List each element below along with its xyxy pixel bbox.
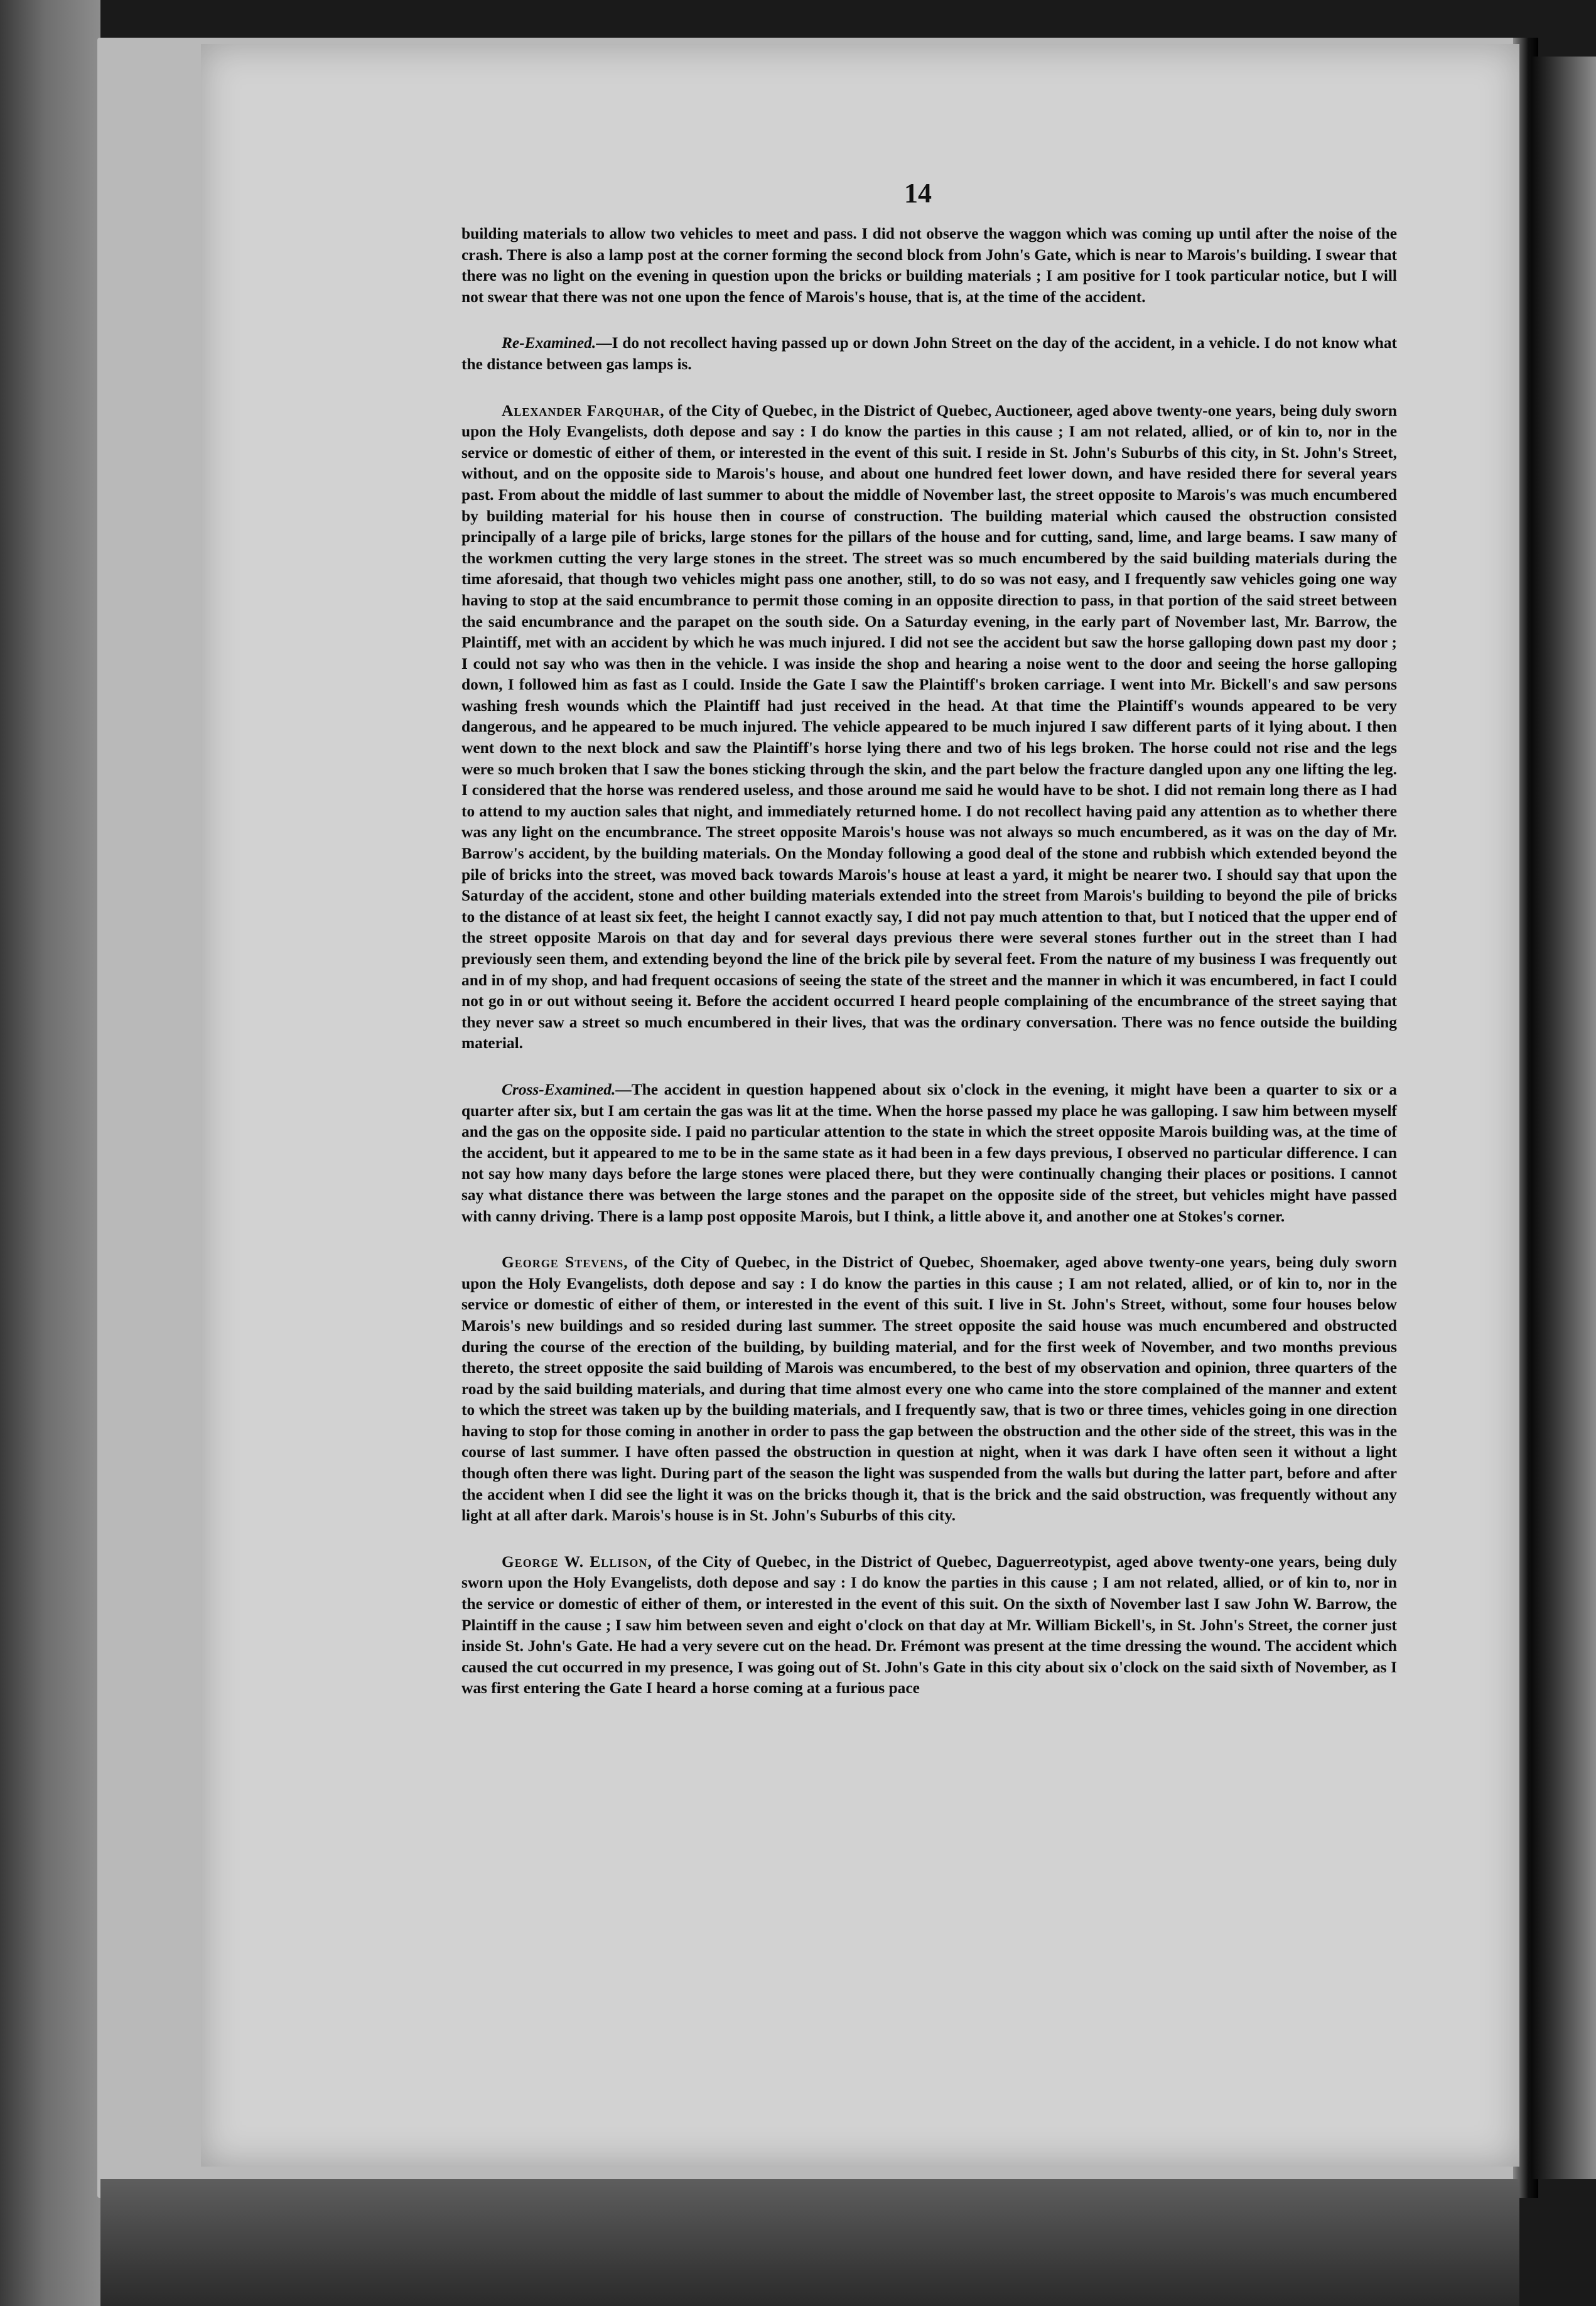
page-body (461, 224, 1397, 1699)
paragraph-text: —I do not recollect having passed up or down John Street on the day of the accident, in a vehicle. I do not know what the distance between gas lamps is. (461, 334, 1397, 373)
witness-name: George W. Ellison, (502, 1552, 652, 1571)
paragraph-text: of the City of Quebec, in the District of Quebec, Auctioneer, aged above twenty-one years, being duly sworn upon the Holy Evangelists, doth depose and say : I do know the parties in this cause ; I am not related, allied, or of kin to, nor in the service or domestic of either of them, or interested in the event of this suit. I reside in St. John's Suburbs of this city, in St. John's Street, without, and on the opposite side to Marois's house, and about one hundred feet lower down, and have resided there for several years past. From about the middle of last summer to about the middle of November last, the street opposite to Marois's was much encumbered by building material for his house then in course of construction. The building material which caused the obstruction consisted principally of a large pile of bricks, large stones for the pillars of the house and for cutting, sand, lime, and large beams. I saw many of the workmen cutting the very large stones in the street. The street was so much encumbered by the said building materials during the time aforesaid, that though two vehicles might pass one another, still, to do so was not easy, and I frequently saw vehicles going one way having to stop at the said encumbrance to permit those coming in an opposite direction to pass, in that portion of the said street between the said encumbrance and the parapet on the south side. On a Saturday evening, in the early part of November last, Mr. Barrow, the Plaintiff, met with an accident by which he was much injured. I did not see the accident but saw the horse galloping down past my door ; I could not say who was then in the vehicle. I was inside the shop and hearing a noise went to the door and seeing the horse galloping down, I followed him as fast as I could. Inside the Gate I saw the Plaintiff's broken carriage. I went into Mr. Bickell's and saw persons washing fresh wounds which the Plaintiff had just received in the head. At that time the Plaintiff's wounds appeared to be very dangerous, and he appeared to be much injured. The vehicle appeared to be much injured I saw different parts of it lying about. I then went down to the next block and saw the Plaintiff's horse lying there and two of his legs broken. The horse could not rise and the legs were so much broken that I saw the bones sticking through the skin, and the part below the fracture dangled upon any one lifting the leg. I considered that the horse was rendered useless, and those around me said he would have to be shot. I did not remain long there as I had to attend to my auction sales that night, and immediately returned home. I do not recollect having paid any attention as to whether there was any light on the encumbrance. The street opposite Marois's house was not always so much encumbered, as it was on the day of Mr. Barrow's accident, by the building materials. On the Monday following a good deal of the stone and rubbish which extended beyond the pile of bricks into the street, was moved back towards Marois's house at least a yard, it might be nearer two. I should say that upon the Saturday of the accident, stone and other building materials extended into the street from Marois's building to beyond the pile of bricks to the distance of at least six feet, the height I cannot exactly say, I did not pay much attention to that, but I noticed that the upper end of the street opposite Marois on that day and for several days previous there were several stones further out in the street than I had previously seen them, and extending beyond the line of the brick pile by several feet. From the nature of my business I was frequently out and in of my shop, and had frequent occasions of seeing the state of the street and the manner in which it was encumbered, in fact I could not go in or out without seeing it. Before the accident occurred I heard people complaining of the encumbrance of the street saying that they never saw a street so much encumbered in their lives, that was the ordinary conversation. There was no fence outside the building material. (461, 401, 1397, 1053)
paragraph-witness-farquhar (461, 401, 1397, 1054)
paragraph-text: —The accident in question happened about six o'clock in the evening, it might have been a quarter to six or a quarter after six, but I am certain the gas was lit at the time. When the horse passed my place he was galloping. I saw him between myself and the gas on the opposite side. I paid no particular attention to the state in which the street opposite Marois building was, at the time of the accident, but it appeared to me to be in the same state as it had been in a few days previous, I observed no particular difference. I can not say how many days before the large stones were placed there, but they were continually changing their places or positions. I cannot say what distance there was between the large stones and the parapet on the opposite side of the street, but vehicles might have passed with canny driving. There is a lamp post opposite Marois, but I think, a little above it, and another one at Stokes's corner. (461, 1080, 1397, 1225)
paragraph-text: of the City of Quebec, in the District of Quebec, Shoemaker, aged above twenty-one years, being duly sworn upon the Holy Evangelists, doth depose and say : I do know the parties in this cause ; I am not related, allied, or of kin to, nor in the service or domestic of either of them, or interested in the event of this suit. I live in St. John's Street, without, some four houses below Marois's new buildings and so resided during last summer. The street opposite the said house was much encumbered and obstructed during the course of the erection of the building, by building material, and for the first week of November, and two months previous thereto, the street opposite the said building of Marois was encumbered, to the best of my observation and opinion, three quarters of the road by the said building materials, and during that time almost every one who came into the store complained of the manner and extent to which the street was taken up by the building materials, and I frequently saw, that is two or three times, vehicles going in one direction having to stop for those coming in another in order to pass the gap between the obstruction and the other side of the street, this was in the course of last summer. I have often passed the obstruction in question at night, when it was dark I have often seen it without a light though often there was light. During part of the season the light was suspended from the walls but during the latter part, before and after the accident when I did see the light it was on the bricks though it, that is the brick and the said obstruction, was frequently without any light at all after dark. Marois's house is in St. John's Suburbs of this city. (461, 1253, 1397, 1525)
witness-name: Alexander Farquhar, (502, 401, 665, 420)
paragraph-text: of the City of Quebec, in the District of Quebec, Daguerreotypist, aged above twenty-one years, being duly sworn upon the Holy Evangelists, doth depose and say : I do know the parties in this cause ; I am not related, allied, or of kin to, nor in the service or domestic of either of them, or interested in the event of this suit. On the sixth of November last I saw John W. Barrow, the Plaintiff in the cause ; I saw him between seven and eight o'clock on that day at Mr. William Bickell's, in St. John's Street, the corner just inside St. John's Gate. He had a very severe cut on the head. Dr. Frémont was present at the time dressing the wound. The accident which caused the cut occurred in my presence, I was going out of St. John's Gate in this city about six o'clock on the said sixth of November, as I was first entering the Gate I heard a horse coming at a furious pace (461, 1552, 1397, 1697)
paragraph-witness-ellison (461, 1552, 1397, 1699)
scanner-edge-bottom (100, 2179, 1519, 2306)
scanner-edge-left (0, 0, 100, 2306)
paragraph-witness-stevens (461, 1252, 1397, 1527)
page-number: 14 (904, 178, 932, 208)
section-heading: Re-Examined. (502, 334, 596, 352)
witness-name: George Stevens, (502, 1253, 628, 1272)
paragraph-re-examined (461, 333, 1397, 375)
paragraph-cross-examined (461, 1080, 1397, 1227)
paragraph-continuation (461, 224, 1397, 308)
next-page-edge (1532, 57, 1596, 2179)
paragraph-text: building materials to allow two vehicles to meet and pass. I did not observe the waggon which was coming up until after the noise of the crash. There is also a lamp post at the corner forming the second block from John's Gate, which is near to Marois's building. I swear that there was no light on the evening in question upon the bricks or building materials ; I am positive for I took particular notice, but I will not swear that there was not one upon the fence of Marois's house, that is, at the time of the accident. (461, 225, 1397, 306)
section-heading: Cross-Examined. (502, 1080, 616, 1098)
